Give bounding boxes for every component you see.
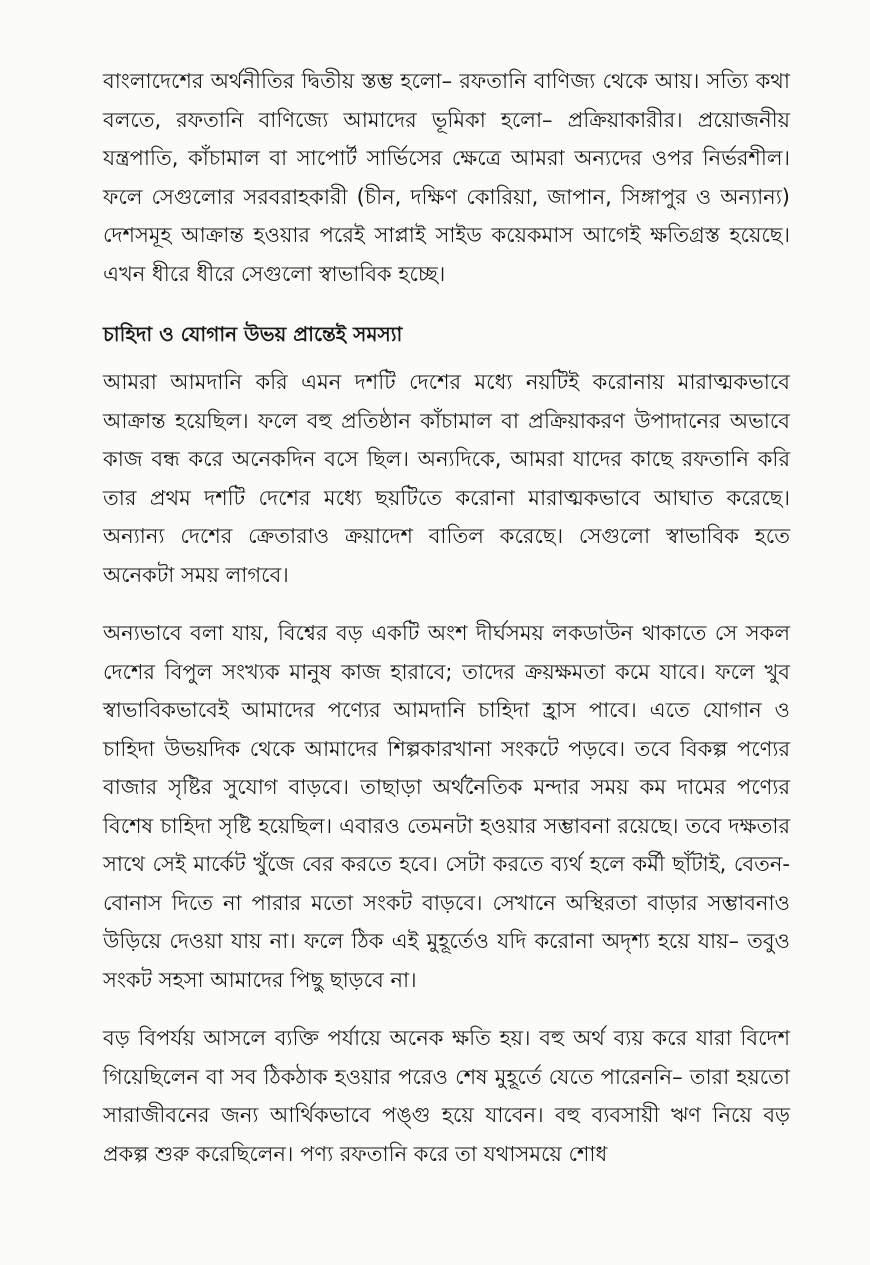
paragraph-import-export: আমরা আমদানি করি এমন দশটি দেশের মধ্যে নয়টিই করোনায় মারাত্মকভাবে আক্রান্ত হয়েছিল। ফলে বহু প্রতিষ্ঠান কাঁচামাল বা প্রক্রিয়াকরণ উপাদানের অভাবে কাজ বন্ধ করে অনেকদিন বসে ছিল। অন্যদিকে, আমরা যাদের কাছে রফতানি করি তার প্রথম দশটি দেশের মধ্যে ছয়টিতে করোনা মারাত্মকভাবে আঘাত করেছে। অন্যান্য দেশের ক্রেতারাও ক্রয়াদেশ বাতিল করেছে। সেগুলো স্বাভাবিক হতে অনেকটা সময় লাগবে। <box>103 370 790 587</box>
paragraph-supply-side: বাংলাদেশের অর্থনীতির দ্বিতীয় স্তম্ভ হলো– রফতানি বাণিজ্য থেকে আয়। সত্যি কথা বলতে, রফতানি বাণিজ্যে আমাদের ভূমিকা হলো– প্রক্রিয়াকারীর। প্রয়োজনীয় যন্ত্রপাতি, কাঁচামাল বা সাপোর্ট সার্ভিসের ক্ষেত্রে আমরা অন্যদের ওপর নির্ভরশীল। ফলে সেগুলোর সরবরাহকারী (চীন, দক্ষিণ কোরিয়া, জাপান, সিঙ্গাপুর ও অন্যান্য) দেশসমূহ আক্রান্ত হওয়ার পরেই সাপ্লাই সাইড কয়েকমাস আগেই ক্ষতিগ্রস্ত হয়েছে। এখন ধীরে ধীরে সেগুলো স্বাভাবিক হচ্ছে। <box>103 69 790 286</box>
paragraph-individual-loss: বড় বিপর্যয় আসলে ব্যক্তি পর্যায়ে অনেক ক্ষতি হয়। বহু অর্থ ব্যয় করে যারা বিদেশ গিয়েছিলেন বা সব ঠিকঠাক হওয়ার পরেও শেষ মুহূর্তে যেতে পারেননি– তারা হয়তো সারাজীবনের জন্য আর্থিকভাবে পঙ্গু হয়ে যাবেন। বহু ব্যবসায়ী ঋণ নিয়ে বড় প্রকল্প শুরু করেছিলেন। পণ্য রফতানি করে তা যথাসময়ে শোধ <box>103 1026 790 1166</box>
paragraph-demand-crisis: অন্যভাবে বলা যায়, বিশ্বের বড় একটি অংশ দীর্ঘসময় লকডাউন থাকাতে সে সকল দেশের বিপুল সংখ্যক মানুষ কাজ হারাবে; তাদের ক্রয়ক্ষমতা কমে যাবে। ফলে খুব স্বাভাবিকভাবেই আমাদের পণ্যের আমদানি চাহিদা হ্রাস পাবে। এতে যোগান ও চাহিদা উভয়দিক থেকে আমাদের শিল্পকারখানা সংকটে পড়বে। তবে বিকল্প পণ্যের বাজার সৃষ্টির সুযোগ বাড়বে। তাছাড়া অর্থনৈতিক মন্দার সময় কম দামের পণ্যের বিশেষ চাহিদা সৃষ্টি হয়েছিল। এবারও তেমনটা হওয়ার সম্ভাবনা রয়েছে। তবে দক্ষতার সাথে সেই মার্কেট খুঁজে বের করতে হবে। সেটা করতে ব্যর্থ হলে কর্মী ছাঁটাই, বেতন-বোনাস দিতে না পারার মতো সংকট বাড়বে। সেখানে অস্থিরতা বাড়ার সম্ভাবনাও উড়িয়ে দেওয়া যায় না। ফলে ঠিক এই মুহূর্তেও যদি করোনা অদৃশ্য হয়ে যায়– তবুও সংকট সহসা আমাদের পিছু ছাড়বে না। <box>103 621 790 992</box>
section-heading: চাহিদা ও যোগান উভয় প্রান্তেই সমস্যা <box>103 322 403 346</box>
